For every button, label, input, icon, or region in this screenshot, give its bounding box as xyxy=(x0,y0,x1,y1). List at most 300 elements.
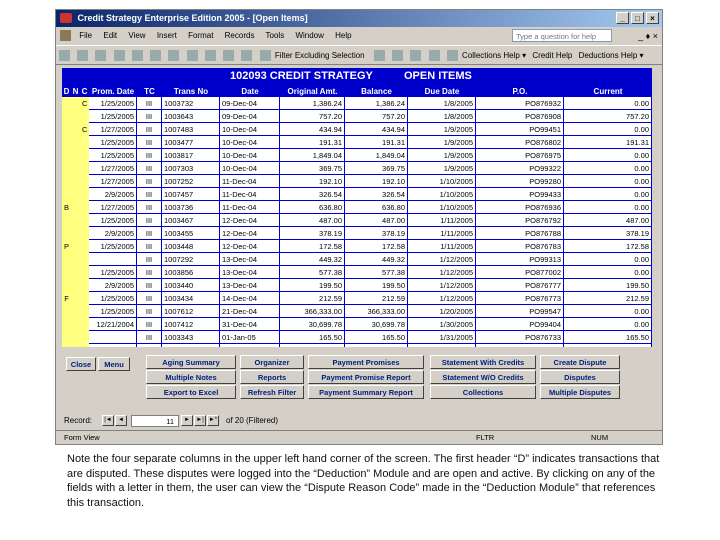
cell-current[interactable]: 0.00 xyxy=(564,188,652,201)
table-row[interactable] xyxy=(62,123,652,136)
cell-current[interactable]: 487.00 xyxy=(564,214,652,227)
cell-prom-date[interactable] xyxy=(89,331,137,344)
cell-due-date[interactable]: 1/9/2005 xyxy=(408,123,476,136)
cell-note[interactable] xyxy=(71,279,80,292)
cell-prom-date[interactable]: 1/25/2005 xyxy=(89,97,137,110)
cell-note[interactable] xyxy=(71,110,80,123)
cell-credit[interactable] xyxy=(80,266,89,279)
ask-question-input[interactable]: Type a question for help xyxy=(512,29,612,42)
menu-file[interactable]: File xyxy=(79,31,93,40)
cell-po[interactable]: PO876773 xyxy=(476,292,564,305)
menu-edit[interactable]: Edit xyxy=(103,31,118,40)
cell-tc[interactable]: III xyxy=(137,188,162,201)
cell-po[interactable]: PO877002 xyxy=(476,266,564,279)
menu-format[interactable]: Format xyxy=(188,31,214,40)
cell-original-amt[interactable]: 369.75 xyxy=(280,162,345,175)
cell-trans-no[interactable]: 1007412 xyxy=(162,318,220,331)
cell-current[interactable]: 0.00 xyxy=(564,253,652,266)
cell-tc[interactable]: III xyxy=(137,162,162,175)
cell-balance[interactable]: 487.00 xyxy=(345,214,408,227)
cell-original-amt[interactable]: 172.58 xyxy=(280,240,345,253)
cell-due-date[interactable]: 1/10/2005 xyxy=(408,188,476,201)
table-row[interactable] xyxy=(62,110,652,123)
cell-due-date[interactable]: 1/12/2005 xyxy=(408,279,476,292)
print-icon[interactable] xyxy=(95,50,106,61)
cell-current[interactable]: 378.19 xyxy=(564,227,652,240)
cell-date[interactable]: 10-Dec-04 xyxy=(220,136,280,149)
cell-credit[interactable] xyxy=(80,136,89,149)
cell-note[interactable] xyxy=(71,318,80,331)
new-record-button[interactable]: ►* xyxy=(207,415,219,426)
cell-balance[interactable]: 172.58 xyxy=(345,240,408,253)
cell-date[interactable]: 12-Dec-04 xyxy=(220,227,280,240)
cell-dispute[interactable] xyxy=(62,97,71,110)
cell-prom-date[interactable]: 1/25/2005 xyxy=(89,136,137,149)
cell-po[interactable]: PO876932 xyxy=(476,97,564,110)
cell-credit[interactable] xyxy=(80,214,89,227)
record-number-input[interactable]: 11 xyxy=(131,415,179,427)
cell-date[interactable]: 10-Dec-04 xyxy=(220,123,280,136)
multiple-disputes-button[interactable]: Multiple Disputes xyxy=(540,385,620,399)
cell-due-date[interactable]: 1/12/2005 xyxy=(408,292,476,305)
cell-po[interactable]: PO876783 xyxy=(476,240,564,253)
cell-date[interactable]: 09-Dec-04 xyxy=(220,97,280,110)
cell-tc[interactable]: III xyxy=(137,201,162,214)
spell-check-icon[interactable] xyxy=(132,50,143,61)
cell-po[interactable]: PO99322 xyxy=(476,162,564,175)
cell-prom-date[interactable]: 12/21/2004 xyxy=(89,318,137,331)
cell-dispute[interactable] xyxy=(62,175,71,188)
cell-tc[interactable]: III xyxy=(137,149,162,162)
cell-date[interactable]: 10-Dec-04 xyxy=(220,149,280,162)
cell-prom-date[interactable]: 1/27/2005 xyxy=(89,123,137,136)
table-row[interactable] xyxy=(62,149,652,162)
cell-balance[interactable]: 192.10 xyxy=(345,175,408,188)
cell-trans-no[interactable]: 1007612 xyxy=(162,305,220,318)
menu-insert[interactable]: Insert xyxy=(156,31,177,40)
cell-balance[interactable]: 326.54 xyxy=(345,188,408,201)
cell-trans-no[interactable]: 1003643 xyxy=(162,110,220,123)
cell-po[interactable]: PO99280 xyxy=(476,175,564,188)
cell-date[interactable]: 14-Dec-04 xyxy=(220,292,280,305)
cell-current[interactable]: 212.59 xyxy=(564,292,652,305)
cell-credit[interactable] xyxy=(80,188,89,201)
cell-date[interactable]: 12-Dec-04 xyxy=(220,214,280,227)
cell-note[interactable] xyxy=(71,162,80,175)
cell-current[interactable]: 191.31 xyxy=(564,136,652,149)
table-row[interactable] xyxy=(62,266,652,279)
cell-po[interactable]: PO876908 xyxy=(476,110,564,123)
previous-record-button[interactable]: ◄ xyxy=(115,415,127,426)
cell-tc[interactable]: III xyxy=(137,214,162,227)
cell-tc[interactable]: III xyxy=(137,279,162,292)
statement-with-credits-button[interactable]: Statement With Credits xyxy=(430,355,536,369)
deductions-help-button[interactable]: Deductions Help ▾ xyxy=(578,51,644,60)
cell-original-amt[interactable]: 434.94 xyxy=(280,123,345,136)
cell-original-amt[interactable]: 449.32 xyxy=(280,253,345,266)
cell-prom-date[interactable] xyxy=(89,253,137,266)
cell-original-amt[interactable]: 378.19 xyxy=(280,227,345,240)
cell-trans-no[interactable]: 1007483 xyxy=(162,123,220,136)
cell-note[interactable] xyxy=(71,214,80,227)
cell-current[interactable]: 0.00 xyxy=(564,149,652,162)
cell-prom-date[interactable]: 1/25/2005 xyxy=(89,292,137,305)
table-row[interactable] xyxy=(62,240,652,253)
cell-current[interactable]: 165.50 xyxy=(564,331,652,344)
sort-descending-icon[interactable] xyxy=(241,50,252,61)
menu-button[interactable]: Menu xyxy=(98,357,130,371)
export-to-excel-button[interactable]: Export to Excel xyxy=(146,385,236,399)
cell-original-amt[interactable]: 487.00 xyxy=(280,214,345,227)
cell-prom-date[interactable]: 1/27/2005 xyxy=(89,175,137,188)
cell-current[interactable]: 0.00 xyxy=(564,318,652,331)
filter-by-selection-icon[interactable] xyxy=(260,50,271,61)
menu-tools[interactable]: Tools xyxy=(265,31,285,40)
cell-original-amt[interactable]: 757.20 xyxy=(280,110,345,123)
cell-prom-date[interactable]: 1/27/2005 xyxy=(89,162,137,175)
cell-trans-no[interactable]: 1003736 xyxy=(162,201,220,214)
cell-current[interactable]: 0.00 xyxy=(564,305,652,318)
cell-dispute[interactable]: P xyxy=(64,242,70,251)
cell-note[interactable] xyxy=(71,97,80,110)
disputes-button[interactable]: Disputes xyxy=(540,370,620,384)
statement-wo-credits-button[interactable]: Statement W/O Credits xyxy=(430,370,536,384)
cell-po[interactable]: PO99313 xyxy=(476,253,564,266)
reports-button[interactable]: Reports xyxy=(240,370,304,384)
cell-due-date[interactable]: 1/9/2005 xyxy=(408,162,476,175)
cell-prom-date[interactable]: 1/25/2005 xyxy=(89,214,137,227)
cell-original-amt[interactable]: 636.80 xyxy=(280,201,345,214)
cell-balance[interactable]: 30,699.78 xyxy=(345,318,408,331)
cell-credit[interactable] xyxy=(80,175,89,188)
table-row[interactable] xyxy=(62,97,652,110)
table-row[interactable] xyxy=(62,331,652,344)
cell-prom-date[interactable]: 1/25/2005 xyxy=(89,305,137,318)
cell-original-amt[interactable]: 1,849.04 xyxy=(280,149,345,162)
cell-current[interactable]: 172.58 xyxy=(564,240,652,253)
cell-trans-no[interactable]: 1007252 xyxy=(162,175,220,188)
cell-due-date[interactable]: 1/10/2005 xyxy=(408,201,476,214)
first-record-button[interactable]: |◄ xyxy=(102,415,114,426)
cell-note[interactable] xyxy=(71,201,80,214)
cell-balance[interactable]: 165.50 xyxy=(345,331,408,344)
cell-date[interactable]: 10-Dec-04 xyxy=(220,162,280,175)
cell-date[interactable]: 09-Dec-04 xyxy=(220,110,280,123)
cell-credit[interactable] xyxy=(80,110,89,123)
cell-note[interactable] xyxy=(71,266,80,279)
sort-ascending-icon[interactable] xyxy=(223,50,234,61)
cell-trans-no[interactable]: 1003467 xyxy=(162,214,220,227)
table-row[interactable] xyxy=(62,214,652,227)
preview-icon[interactable] xyxy=(114,50,125,61)
cell-credit[interactable] xyxy=(80,279,89,292)
create-dispute-button[interactable]: Create Dispute xyxy=(540,355,620,369)
menu-records[interactable]: Records xyxy=(224,31,255,40)
cell-prom-date[interactable]: 1/25/2005 xyxy=(89,240,137,253)
cell-dispute[interactable] xyxy=(62,188,71,201)
cell-due-date[interactable]: 1/12/2005 xyxy=(408,253,476,266)
cell-tc[interactable]: III xyxy=(137,110,162,123)
cell-date[interactable]: 13-Dec-04 xyxy=(220,253,280,266)
table-row[interactable] xyxy=(62,279,652,292)
cell-dispute[interactable] xyxy=(62,253,71,266)
cell-credit[interactable] xyxy=(80,305,89,318)
database-window-icon[interactable] xyxy=(447,50,458,61)
cell-tc[interactable]: III xyxy=(137,240,162,253)
cell-current[interactable]: 199.50 xyxy=(564,279,652,292)
cell-trans-no[interactable]: 1003477 xyxy=(162,136,220,149)
cell-credit[interactable] xyxy=(80,149,89,162)
cell-note[interactable] xyxy=(71,136,80,149)
last-record-button[interactable]: ►| xyxy=(194,415,206,426)
cell-due-date[interactable]: 1/31/2005 xyxy=(408,331,476,344)
table-row[interactable] xyxy=(62,227,652,240)
cell-balance[interactable]: 757.20 xyxy=(345,110,408,123)
cell-dispute[interactable] xyxy=(62,279,71,292)
table-row[interactable] xyxy=(62,201,652,214)
close-window-button[interactable]: × xyxy=(646,12,659,24)
cell-original-amt[interactable]: 165.50 xyxy=(280,331,345,344)
refresh-filter-button[interactable]: Refresh Filter xyxy=(240,385,304,399)
cell-original-amt[interactable]: 366,333.00 xyxy=(280,305,345,318)
cell-current[interactable]: 0.00 xyxy=(564,201,652,214)
cell-po[interactable]: PO876802 xyxy=(476,136,564,149)
cell-original-amt[interactable]: 30,699.78 xyxy=(280,318,345,331)
cell-dispute[interactable] xyxy=(62,227,71,240)
cell-balance[interactable]: 434.94 xyxy=(345,123,408,136)
cell-date[interactable]: 01-Jan-05 xyxy=(220,331,280,344)
view-icon[interactable] xyxy=(59,50,70,61)
table-row[interactable] xyxy=(62,305,652,318)
cell-date[interactable]: 11-Dec-04 xyxy=(220,188,280,201)
multiple-notes-button[interactable]: Multiple Notes xyxy=(146,370,236,384)
cell-tc[interactable]: III xyxy=(137,266,162,279)
next-record-button[interactable]: ► xyxy=(181,415,193,426)
cell-po[interactable]: PO99547 xyxy=(476,305,564,318)
cell-po[interactable]: PO99433 xyxy=(476,188,564,201)
cell-dispute[interactable]: F xyxy=(62,292,71,305)
cell-tc[interactable]: III xyxy=(137,136,162,149)
cell-date[interactable]: 11-Dec-04 xyxy=(220,201,280,214)
cell-due-date[interactable]: 1/11/2005 xyxy=(408,240,476,253)
cell-date[interactable]: 11-Dec-04 xyxy=(220,175,280,188)
table-row[interactable] xyxy=(62,253,652,266)
table-row[interactable] xyxy=(62,292,652,305)
cell-po[interactable]: PO876936 xyxy=(476,201,564,214)
collections-help-button[interactable]: Collections Help ▾ xyxy=(462,51,527,60)
organizer-button[interactable]: Organizer xyxy=(240,355,304,369)
cell-note[interactable] xyxy=(71,331,80,344)
menu-help[interactable]: Help xyxy=(335,31,352,40)
paste-icon[interactable] xyxy=(187,50,198,61)
copy-icon[interactable] xyxy=(168,50,179,61)
cell-dispute[interactable] xyxy=(62,110,71,123)
cell-due-date[interactable]: 1/20/2005 xyxy=(408,305,476,318)
cell-dispute[interactable] xyxy=(62,149,71,162)
aging-summary-button[interactable]: Aging Summary xyxy=(146,355,236,369)
cell-balance[interactable]: 1,849.04 xyxy=(345,149,408,162)
cell-credit[interactable] xyxy=(80,318,89,331)
cell-tc[interactable]: III xyxy=(137,292,162,305)
cell-original-amt[interactable]: 326.54 xyxy=(280,188,345,201)
cell-dispute[interactable] xyxy=(62,266,71,279)
cell-date[interactable]: 13-Dec-04 xyxy=(220,266,280,279)
cell-balance[interactable]: 1,386.24 xyxy=(345,97,408,110)
cell-current[interactable]: 0.00 xyxy=(564,97,652,110)
cell-trans-no[interactable]: 1003440 xyxy=(162,279,220,292)
cell-balance[interactable]: 369.75 xyxy=(345,162,408,175)
cell-balance[interactable]: 378.19 xyxy=(345,227,408,240)
cell-prom-date[interactable]: 1/25/2005 xyxy=(89,110,137,123)
find-icon[interactable] xyxy=(392,50,403,61)
cell-balance[interactable]: 577.38 xyxy=(345,266,408,279)
cell-po[interactable]: PO99404 xyxy=(476,318,564,331)
menu-view[interactable]: View xyxy=(128,31,146,40)
payment-summary-report-button[interactable]: Payment Summary Report xyxy=(308,385,424,399)
cell-dispute[interactable] xyxy=(62,162,71,175)
cell-trans-no[interactable]: 1007292 xyxy=(162,253,220,266)
cell-tc[interactable]: III xyxy=(137,227,162,240)
cell-credit[interactable]: C xyxy=(82,125,88,134)
cell-tc[interactable]: III xyxy=(137,123,162,136)
close-button[interactable]: Close xyxy=(66,357,96,371)
payment-promise-report-button[interactable]: Payment Promise Report xyxy=(308,370,424,384)
maximize-button[interactable]: □ xyxy=(631,12,644,24)
cell-due-date[interactable]: 1/10/2005 xyxy=(408,175,476,188)
cell-credit[interactable] xyxy=(80,162,89,175)
table-row[interactable] xyxy=(62,175,652,188)
cell-prom-date[interactable]: 2/9/2005 xyxy=(89,227,137,240)
cell-original-amt[interactable]: 212.59 xyxy=(280,292,345,305)
cell-current[interactable]: 0.00 xyxy=(564,175,652,188)
cell-balance[interactable]: 191.31 xyxy=(345,136,408,149)
cell-credit[interactable]: C xyxy=(82,99,88,108)
cell-balance[interactable]: 199.50 xyxy=(345,279,408,292)
cell-dispute[interactable] xyxy=(62,318,71,331)
cell-trans-no[interactable]: 1003343 xyxy=(162,331,220,344)
cell-current[interactable]: 0.00 xyxy=(564,162,652,175)
cell-note[interactable] xyxy=(71,188,80,201)
cell-po[interactable]: PO99451 xyxy=(476,123,564,136)
cell-po[interactable]: PO876975 xyxy=(476,149,564,162)
cell-trans-no[interactable]: 1003455 xyxy=(162,227,220,240)
cell-trans-no[interactable]: 1003434 xyxy=(162,292,220,305)
cell-note[interactable] xyxy=(71,227,80,240)
cell-note[interactable] xyxy=(71,292,80,305)
cell-note[interactable] xyxy=(71,240,80,253)
cell-due-date[interactable]: 1/30/2005 xyxy=(408,318,476,331)
cell-po[interactable]: PO876777 xyxy=(476,279,564,292)
credit-help-button[interactable]: Credit Help xyxy=(532,51,573,60)
undo-icon[interactable] xyxy=(205,50,216,61)
cell-original-amt[interactable]: 1,386.24 xyxy=(280,97,345,110)
cell-tc[interactable]: III xyxy=(137,175,162,188)
cell-note[interactable] xyxy=(71,123,80,136)
cell-trans-no[interactable]: 1003856 xyxy=(162,266,220,279)
cell-trans-no[interactable]: 1003817 xyxy=(162,149,220,162)
cell-credit[interactable] xyxy=(80,253,89,266)
cell-balance[interactable]: 449.32 xyxy=(345,253,408,266)
cut-icon[interactable] xyxy=(150,50,161,61)
cell-dispute[interactable] xyxy=(62,305,71,318)
cell-note[interactable] xyxy=(71,305,80,318)
cell-dispute[interactable] xyxy=(62,214,71,227)
delete-record-icon[interactable] xyxy=(429,50,440,61)
cell-due-date[interactable]: 1/11/2005 xyxy=(408,227,476,240)
table-row[interactable] xyxy=(62,318,652,331)
cell-due-date[interactable]: 1/11/2005 xyxy=(408,214,476,227)
cell-note[interactable] xyxy=(71,253,80,266)
cell-tc[interactable]: III xyxy=(137,305,162,318)
cell-balance[interactable]: 366,333.00 xyxy=(345,305,408,318)
table-row[interactable] xyxy=(62,136,652,149)
cell-current[interactable]: 0.00 xyxy=(564,266,652,279)
table-row[interactable] xyxy=(62,188,652,201)
cell-trans-no[interactable]: 1007457 xyxy=(162,188,220,201)
cell-po[interactable]: PO876733 xyxy=(476,331,564,344)
cell-dispute[interactable] xyxy=(62,331,71,344)
filter-excluding-selection-button[interactable]: Filter Excluding Selection xyxy=(274,51,365,60)
cell-original-amt[interactable]: 191.31 xyxy=(280,136,345,149)
cell-po[interactable]: PO876792 xyxy=(476,214,564,227)
cell-trans-no[interactable]: 1003448 xyxy=(162,240,220,253)
cell-note[interactable] xyxy=(71,175,80,188)
payment-promises-button[interactable]: Payment Promises xyxy=(308,355,424,369)
cell-trans-no[interactable]: 1007303 xyxy=(162,162,220,175)
cell-due-date[interactable]: 1/8/2005 xyxy=(408,97,476,110)
save-icon[interactable] xyxy=(77,50,88,61)
cell-date[interactable]: 13-Dec-04 xyxy=(220,279,280,292)
cell-prom-date[interactable]: 2/9/2005 xyxy=(89,279,137,292)
cell-due-date[interactable]: 1/12/2005 xyxy=(408,266,476,279)
cell-due-date[interactable]: 1/9/2005 xyxy=(408,136,476,149)
cell-tc[interactable]: III xyxy=(137,318,162,331)
cell-credit[interactable] xyxy=(80,331,89,344)
cell-tc[interactable]: III xyxy=(137,253,162,266)
cell-dispute[interactable] xyxy=(62,136,71,149)
cell-tc[interactable]: III xyxy=(137,331,162,344)
cell-trans-no[interactable]: 1003732 xyxy=(162,97,220,110)
collections-button[interactable]: Collections xyxy=(430,385,536,399)
table-row[interactable] xyxy=(62,162,652,175)
cell-date[interactable]: 21-Dec-04 xyxy=(220,305,280,318)
cell-balance[interactable]: 212.59 xyxy=(345,292,408,305)
minimize-button[interactable]: _ xyxy=(616,12,629,24)
cell-current[interactable]: 0.00 xyxy=(564,123,652,136)
cell-original-amt[interactable]: 192.10 xyxy=(280,175,345,188)
cell-balance[interactable]: 636.80 xyxy=(345,201,408,214)
new-record-icon[interactable] xyxy=(410,50,421,61)
cell-prom-date[interactable]: 1/25/2005 xyxy=(89,266,137,279)
cell-prom-date[interactable]: 2/9/2005 xyxy=(89,188,137,201)
cell-po[interactable]: PO876788 xyxy=(476,227,564,240)
cell-credit[interactable] xyxy=(80,292,89,305)
cell-tc[interactable]: III xyxy=(137,97,162,110)
cell-dispute[interactable] xyxy=(62,123,71,136)
cell-prom-date[interactable]: 1/27/2005 xyxy=(89,201,137,214)
cell-current[interactable]: 757.20 xyxy=(564,110,652,123)
document-window-controls[interactable]: _ ♦ × xyxy=(638,31,658,41)
menu-window[interactable]: Window xyxy=(295,31,324,40)
cell-dispute[interactable]: B xyxy=(64,203,70,212)
cell-date[interactable]: 12-Dec-04 xyxy=(220,240,280,253)
cell-prom-date[interactable]: 1/25/2005 xyxy=(89,149,137,162)
cell-credit[interactable] xyxy=(80,201,89,214)
cell-date[interactable]: 31-Dec-04 xyxy=(220,318,280,331)
remove-filter-icon[interactable] xyxy=(374,50,385,61)
cell-original-amt[interactable]: 577.38 xyxy=(280,266,345,279)
cell-credit[interactable] xyxy=(80,227,89,240)
